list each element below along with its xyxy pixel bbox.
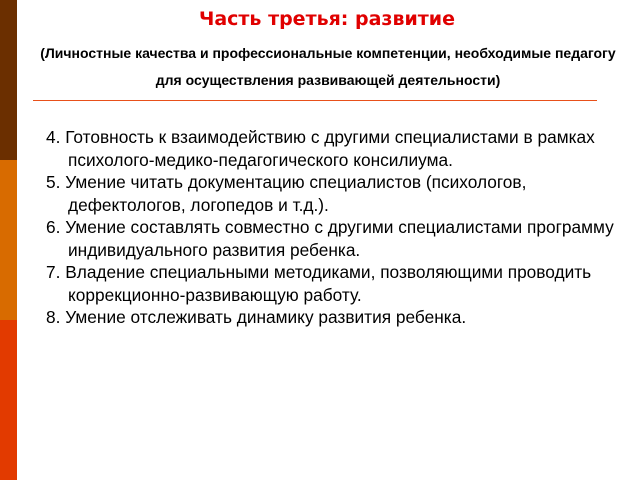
title-divider	[33, 100, 597, 101]
side-band-middle	[0, 160, 17, 320]
list-item: 7. Владение специальными методиками, позволяющими проводить коррекционно-развивающую работу.	[46, 262, 592, 305]
competence-list	[46, 126, 634, 329]
list-item: 5. Умение читать документацию специалистов (психологов, дефектологов, логопедов и т.д.).	[46, 172, 527, 215]
slide-title: Часть третья: развитие	[198, 8, 456, 30]
list-item: 4. Готовность к взаимодействию с другими специалистами в рамках психолого-медико-педагогического консилиума.	[46, 127, 595, 170]
list-item: 8. Умение отслеживать динамику развития ребенка.	[46, 307, 467, 327]
side-band-top	[0, 0, 17, 160]
list-item: 6. Умение составлять совместно с другими специалистами программу индивидуального развития ребенка.	[46, 217, 614, 260]
side-band-bottom	[0, 320, 17, 480]
slide-subtitle: (Личностные качества и профессиональные компетенции, необходимые педагогу для осуществления развивающей деятельности)	[40, 45, 616, 88]
